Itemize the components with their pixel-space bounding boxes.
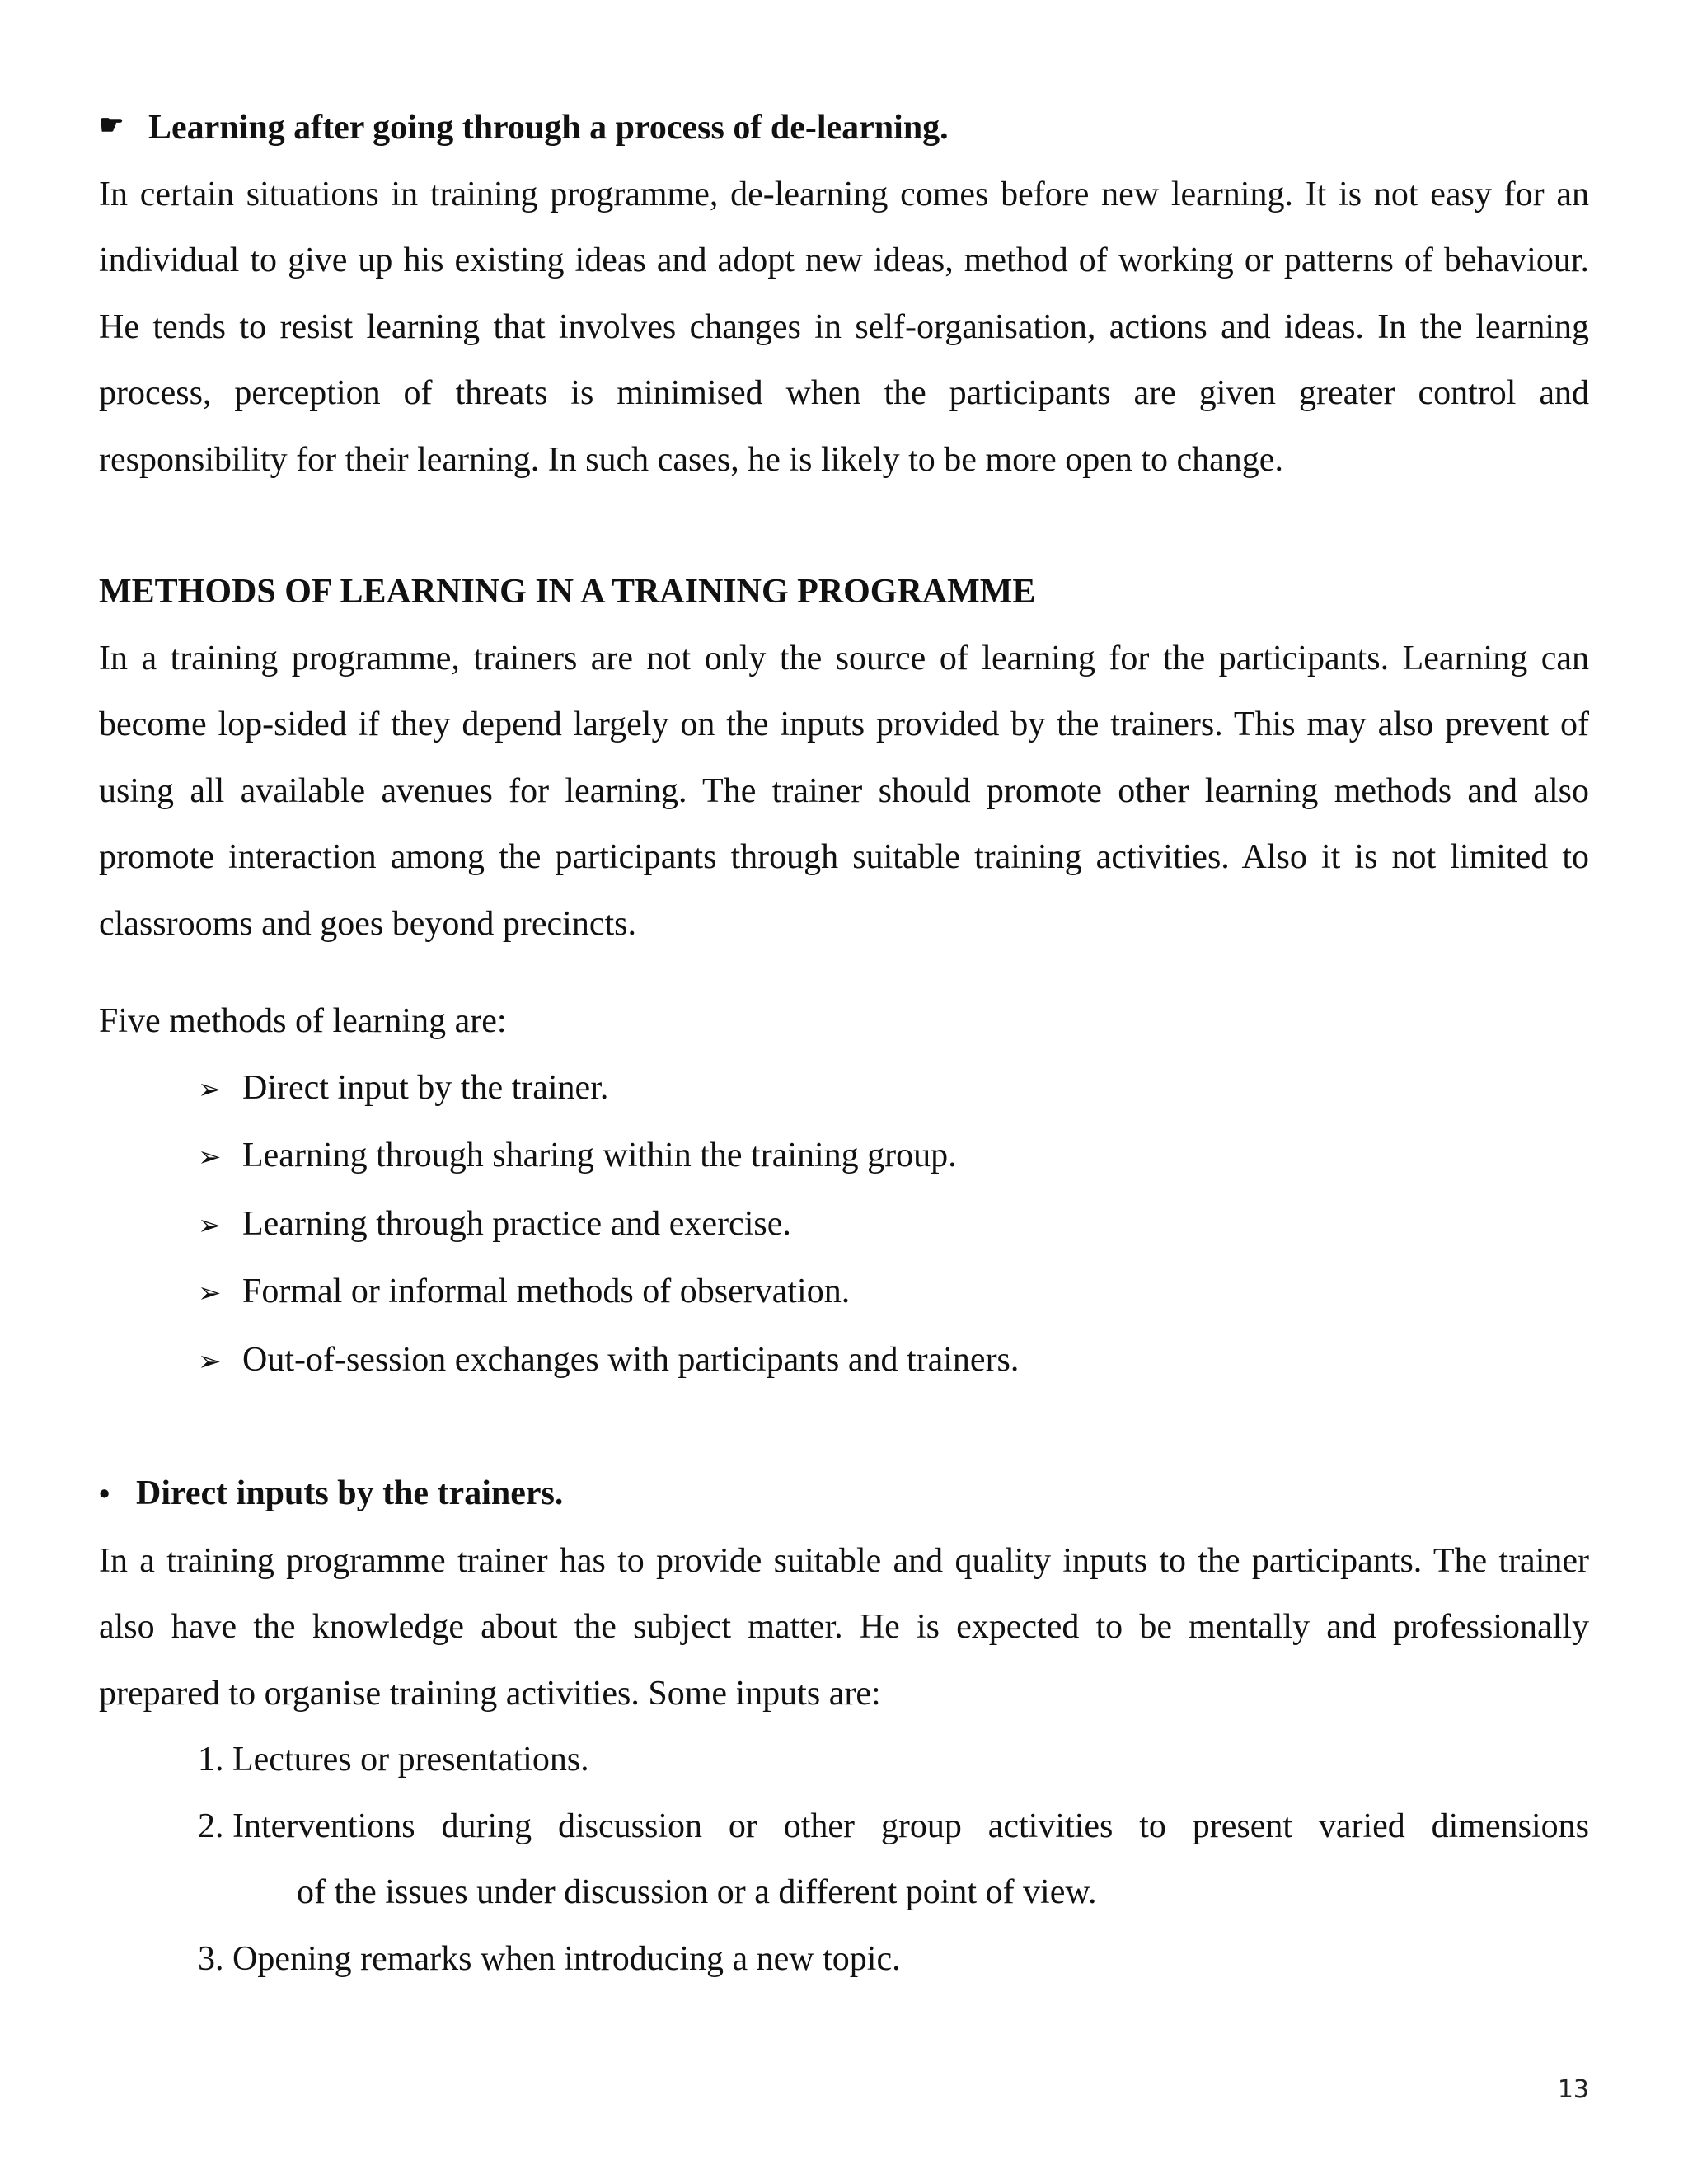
methods-paragraph: In a training programme, trainers are not only the source of learning for the participants. Learning can become lop-sided if they depend largely on the inputs provided by the trainers. This may also prevent of using all available avenues for learning. The trainer should promote other learning methods and also promote interaction among the participants through suitable training activities. Also it is not limited to classrooms and goes beyond precincts. (99, 639, 1589, 943)
list-item-text: Interventions during discussion or other group activities to present varied dimensions (232, 1807, 1589, 1845)
list-item-continuation: of the issues under discussion or a different point of view. (297, 1873, 1097, 1911)
section-heading-delearning (99, 95, 1589, 162)
arrow-bullet-icon: ➢ (198, 1208, 222, 1242)
arrow-bullet-icon: ➢ (198, 1141, 222, 1174)
list-item-number: 2. (198, 1807, 232, 1845)
list-item-text: Out-of-session exchanges with participants and trainers. (242, 1340, 1020, 1379)
arrow-bullet-icon: ➢ (198, 1072, 222, 1106)
list-item (198, 1793, 1589, 1926)
list-item (198, 1122, 1589, 1191)
methods-heading: METHODS OF LEARNING IN A TRAINING PROGRAMME (99, 573, 1036, 611)
list-item-text: Formal or informal methods of observation. (242, 1272, 851, 1310)
delearning-paragraph: In certain situations in training programme, de-learning comes before new learning. It is not easy for an individual to give up his existing ideas and adopt new ideas, method of working or patterns of behaviour. He tends to resist learning that involves changes in self-organisation, actions and ideas. In the learning process, perception of threats is minimised when the participants are given greater control and responsibility for their learning. In such cases, he is likely to be more open to change. (99, 175, 1589, 479)
methods-list (99, 1055, 1589, 1395)
inputs-list (99, 1727, 1589, 1992)
direct-inputs-heading (99, 1460, 1589, 1528)
list-item (198, 1727, 1589, 1793)
page-number: 13 (1557, 2075, 1589, 2104)
list-item-text: Opening remarks when introducing a new topic. (232, 1939, 901, 1978)
list-item (198, 1258, 1589, 1327)
heading-text: Direct inputs by the trainers. (136, 1474, 564, 1512)
direct-inputs-paragraph: In a training programme trainer has to provide suitable and quality inputs to the participants. The trainer also have the knowledge about the subject matter. He is expected to be mentally and professionally prepared to organise training activities. Some inputs are: (99, 1541, 1589, 1713)
document-page (99, 95, 1589, 1992)
list-item-number: 3. (198, 1939, 232, 1978)
methods-list-intro: Five methods of learning are: (99, 1002, 507, 1040)
list-item-text: Lectures or presentations. (232, 1741, 589, 1779)
list-item-text: Direct input by the trainer. (242, 1068, 609, 1107)
arrow-bullet-icon: ➢ (198, 1277, 222, 1310)
list-item-line (198, 1793, 1589, 1860)
list-item (198, 1055, 1589, 1123)
list-item (198, 1926, 1589, 1993)
list-item-text: Learning through practice and exercise. (242, 1204, 791, 1243)
list-item-number: 1. (198, 1741, 232, 1779)
pointing-hand-icon: ☛ (99, 110, 124, 142)
arrow-bullet-icon: ➢ (198, 1344, 222, 1378)
list-item-text: Learning through sharing within the training group. (242, 1137, 957, 1174)
list-item (198, 1191, 1589, 1259)
list-item (198, 1327, 1589, 1395)
heading-text: Learning after going through a process of de-learning. (148, 109, 949, 147)
bullet-dot-icon: • (99, 1477, 110, 1511)
